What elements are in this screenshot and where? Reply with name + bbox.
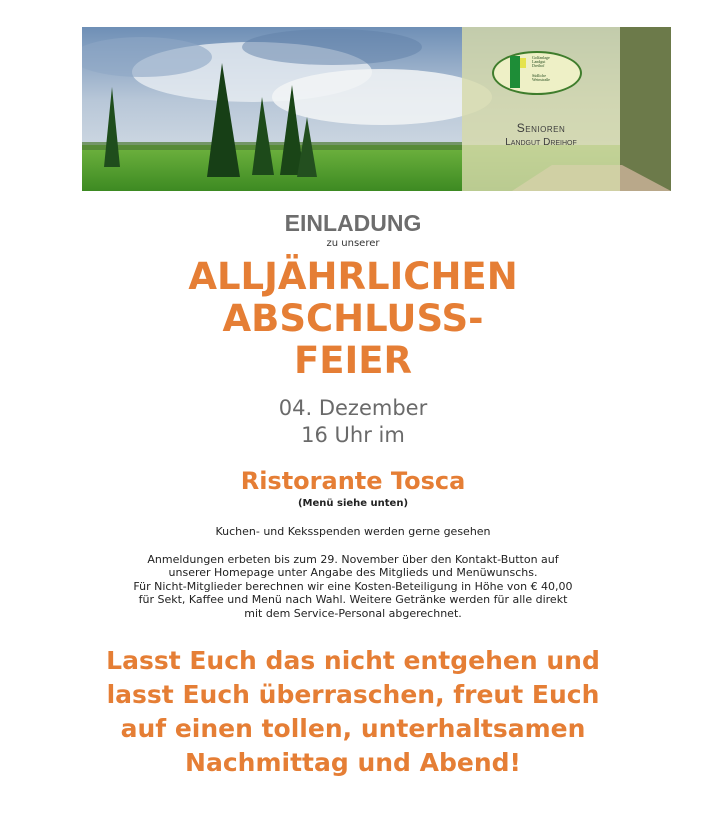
registration-line: Anmeldungen erbeten bis zum 29. November über den Kontakt-Button auf <box>147 552 559 566</box>
headline-line: ABSCHLUSS- <box>222 297 484 340</box>
event-date <box>0 395 706 449</box>
closing-line: Lasst Euch das nicht entgehen und <box>106 646 600 675</box>
invitation-body <box>0 208 706 780</box>
logo-text-bottom: Südliche Weinstraße <box>532 73 550 83</box>
closing-line: lasst Euch überraschen, freut Euch <box>106 680 600 709</box>
closing-line: auf einen tollen, unterhaltsamen <box>120 714 586 743</box>
flag-pole-icon <box>510 56 520 88</box>
cake-note: Kuchen- und Keksspenden werden gerne gesehen <box>215 525 491 538</box>
invitation-subtitle: zu unserer <box>326 238 380 249</box>
registration-line: Für Nicht-Mitglieder berechnen wir eine Kosten-Beteiligung in Höhe von € 40,00 <box>133 579 573 593</box>
venue-name: Ristorante Tosca <box>240 467 466 495</box>
logo-panel <box>462 27 620 191</box>
invitation-title: EINLADUNG <box>284 210 422 236</box>
registration-line: für Sekt, Kaffee und Menü nach Wahl. Weitere Getränke werden für alle direkt <box>138 593 568 606</box>
registration-line: unserer Homepage unter Angabe des Mitglieds und Menüwunschs. <box>168 566 538 579</box>
closing-message <box>0 644 706 780</box>
headline-line: ALLJÄHRLICHEN <box>188 255 518 298</box>
registration-line: mit dem Service-Personal abgerechnet. <box>244 606 462 620</box>
event-headline <box>0 256 706 382</box>
headline-line: FEIER <box>293 339 413 382</box>
closing-line: Nachmittag und Abend! <box>185 748 521 777</box>
time-line: 16 Uhr im <box>301 423 405 447</box>
date-line: 04. Dezember <box>278 396 428 420</box>
registration-info <box>0 553 706 621</box>
logo-text-top: Golfanlage Landgut Dreihof <box>532 55 550 69</box>
club-logo <box>492 51 582 95</box>
senioren-label: Senioren <box>516 121 566 135</box>
menu-note: (Menü siehe unten) <box>297 498 409 509</box>
landgut-label: Landgut Dreihof <box>505 137 577 148</box>
header-banner <box>82 27 671 191</box>
flag-icon <box>520 58 526 68</box>
